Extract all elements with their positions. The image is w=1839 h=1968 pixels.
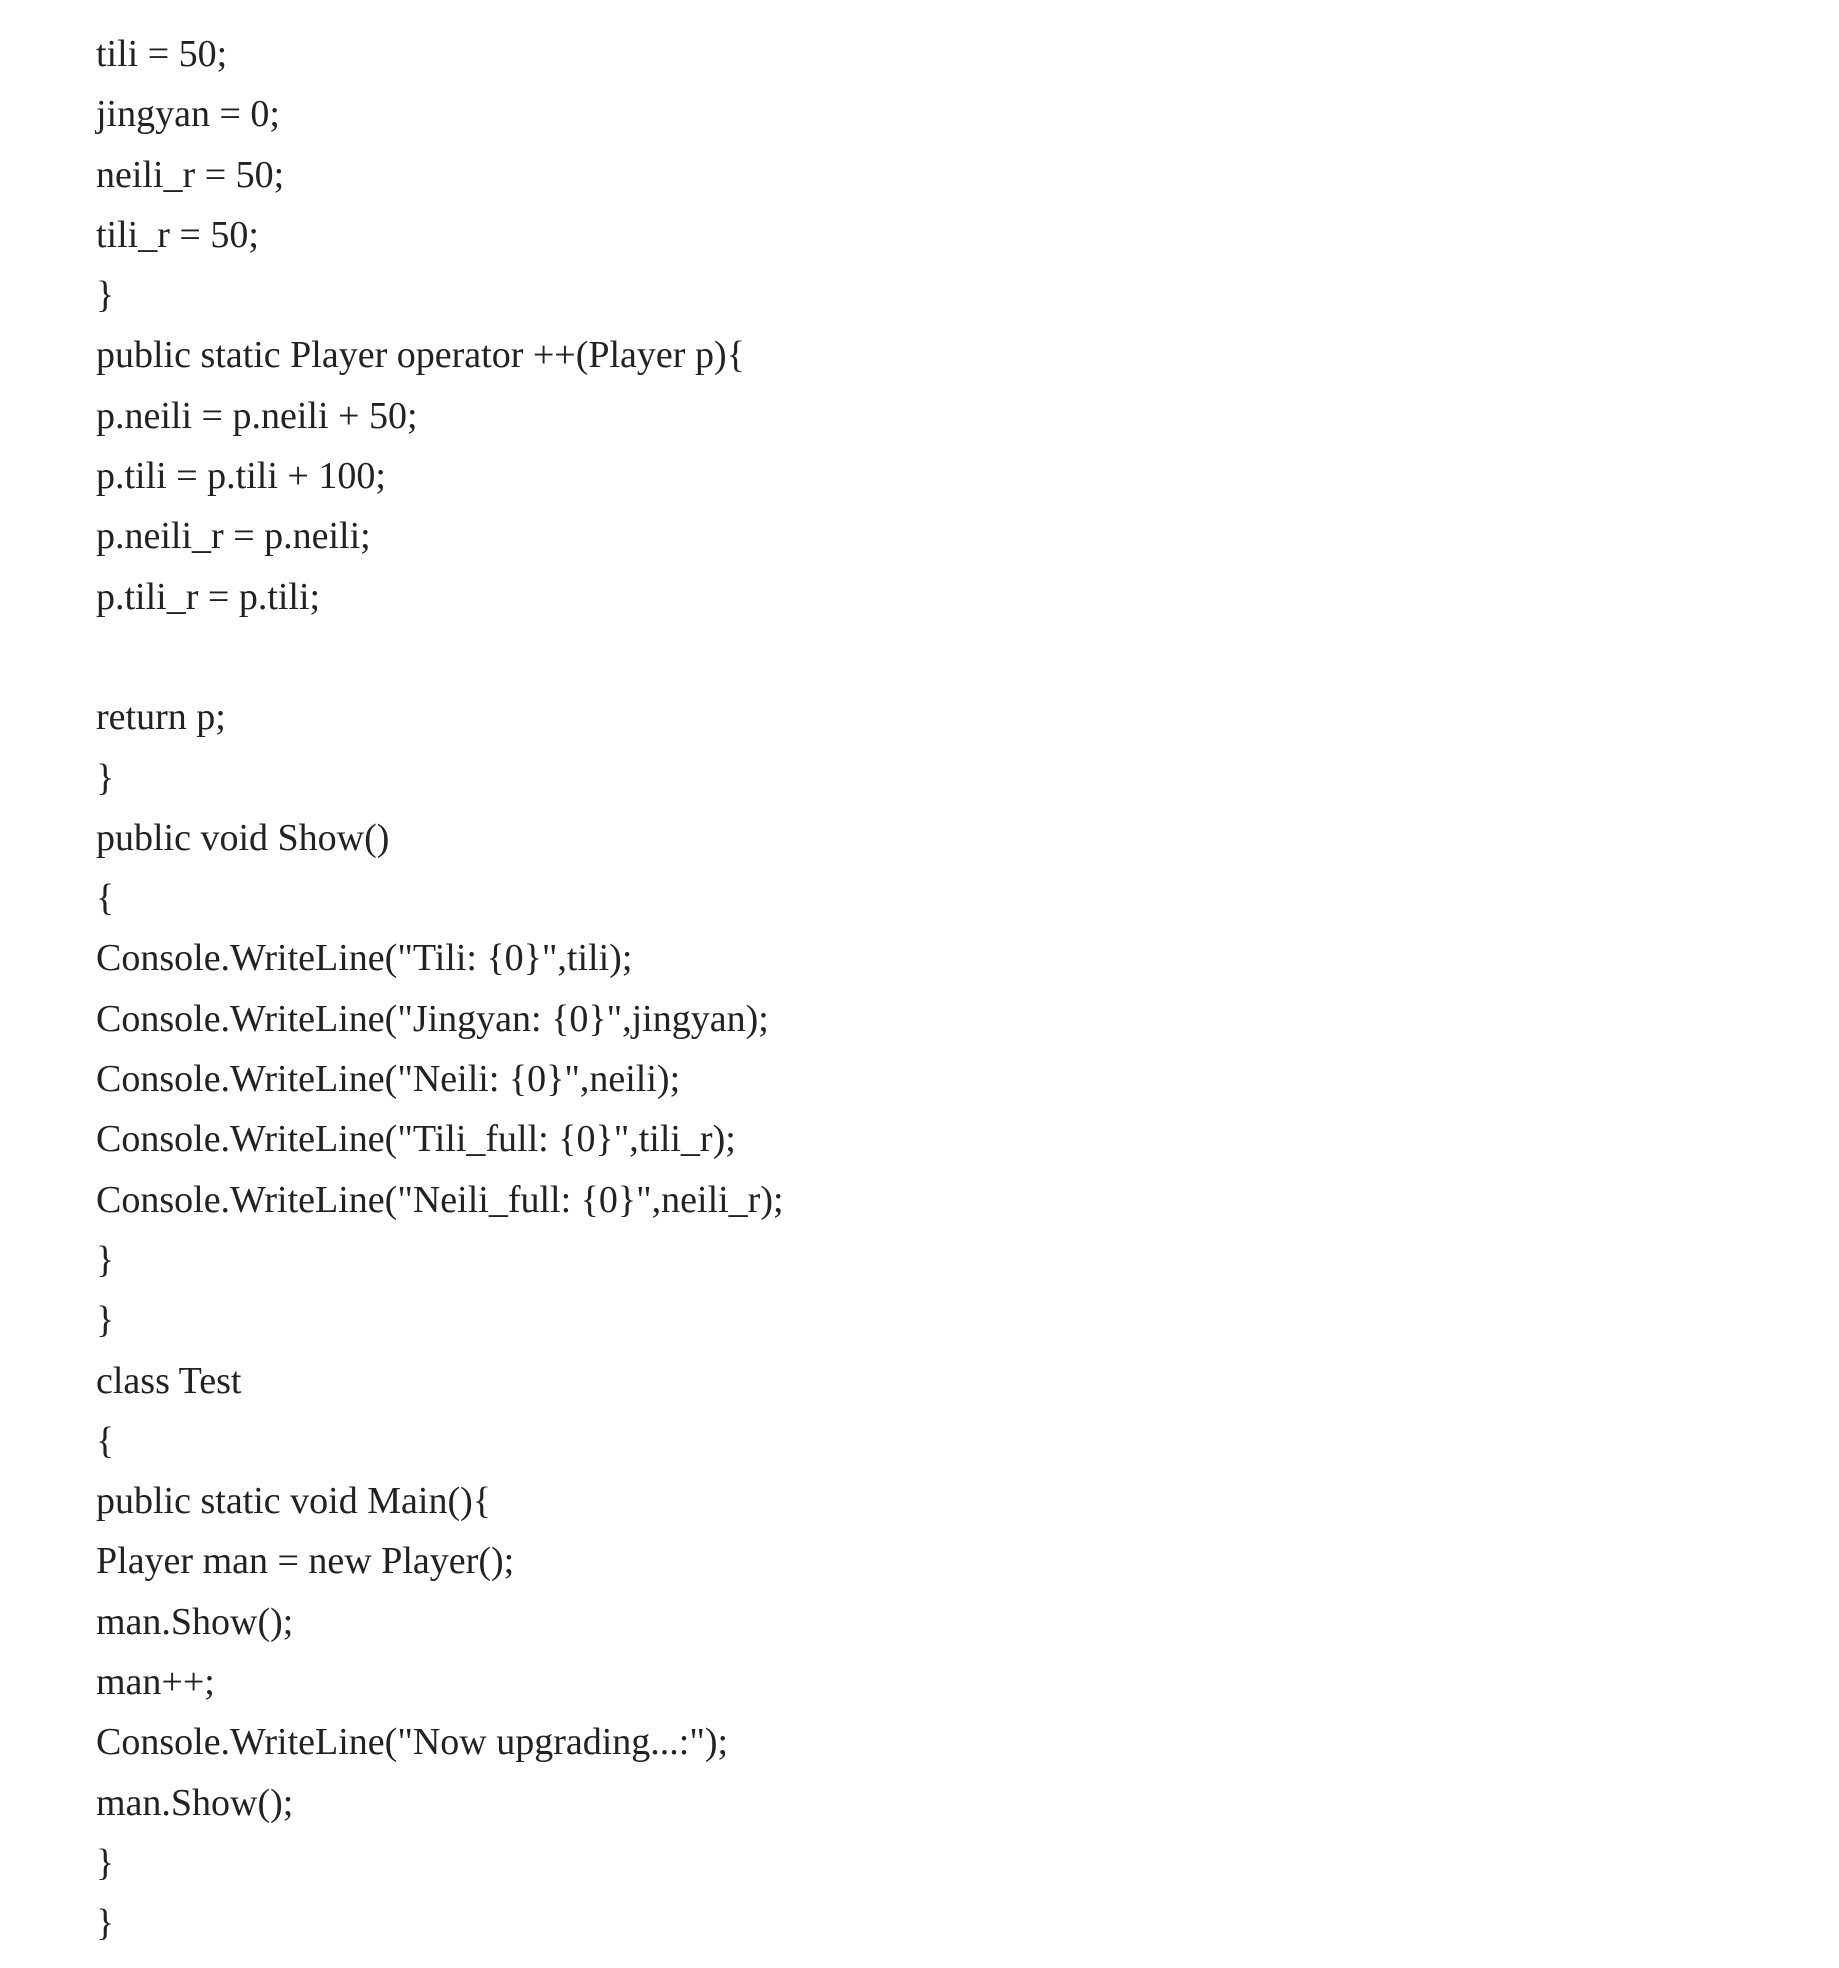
code-line: Console.WriteLine("Now upgrading...:"); bbox=[96, 1721, 729, 1764]
code-line: man.Show(); bbox=[96, 1781, 294, 1824]
code-line: Console.WriteLine("Neili_full: {0}",neili_r); bbox=[96, 1178, 784, 1221]
code-line: p.tili_r = p.tili; bbox=[96, 575, 321, 618]
code-line: Console.WriteLine("Tili: {0}",tili); bbox=[96, 937, 633, 980]
code-line: p.neili = p.neili + 50; bbox=[96, 394, 418, 437]
code-line: { bbox=[96, 877, 115, 920]
code-line: Console.WriteLine("Neili: {0}",neili); bbox=[96, 1058, 681, 1101]
blank-line bbox=[96, 627, 1796, 687]
code-line: Console.WriteLine("Jingyan: {0}",jingyan); bbox=[96, 997, 769, 1040]
code-line: } bbox=[96, 1841, 115, 1884]
code-line: p.tili = p.tili + 100; bbox=[96, 455, 386, 498]
code-document bbox=[96, 24, 1796, 1954]
code-line: class Test bbox=[96, 1359, 242, 1402]
code-line: } bbox=[96, 756, 115, 799]
code-line: p.neili_r = p.neili; bbox=[96, 515, 371, 558]
code-line: return p; bbox=[96, 696, 226, 739]
code-line: neili_r = 50; bbox=[96, 153, 285, 196]
code-line: Console.WriteLine("Tili_full: {0}",tili_r); bbox=[96, 1118, 736, 1161]
code-line: public static Player operator ++(Player p){ bbox=[96, 334, 745, 377]
code-line: jingyan = 0; bbox=[96, 93, 280, 136]
code-line: { bbox=[96, 1419, 115, 1462]
code-line: public void Show() bbox=[96, 816, 390, 859]
code-line: } bbox=[96, 1238, 115, 1281]
code-line: } bbox=[96, 274, 115, 317]
code-line: Player man = new Player(); bbox=[96, 1540, 515, 1583]
code-line: tili_r = 50; bbox=[96, 213, 259, 256]
code-line: man++; bbox=[96, 1661, 215, 1704]
code-line: public static void Main(){ bbox=[96, 1480, 491, 1523]
code-line: } bbox=[96, 1299, 115, 1342]
code-line: } bbox=[96, 1902, 115, 1945]
code-line: tili = 50; bbox=[96, 33, 228, 75]
code-line: man.Show(); bbox=[96, 1600, 294, 1643]
